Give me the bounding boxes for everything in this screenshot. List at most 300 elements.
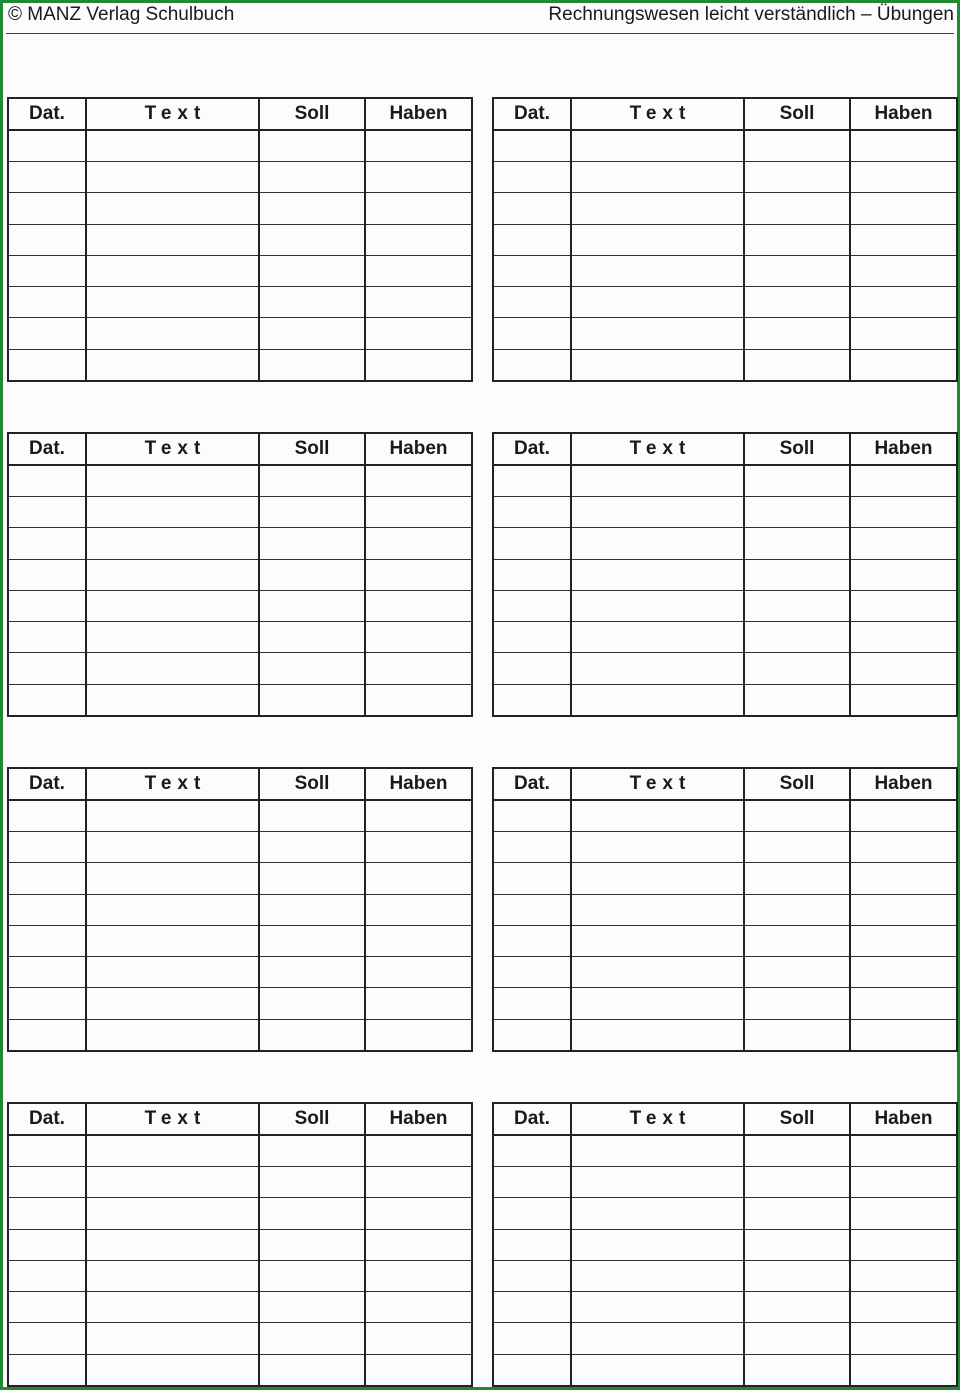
entry-cell-credit[interactable] [850, 863, 957, 894]
entry-cell-text[interactable] [86, 988, 259, 1019]
entry-cell-debit[interactable] [259, 1198, 365, 1229]
table-row [493, 957, 957, 988]
entry-cell-debit[interactable] [259, 318, 365, 349]
entry-cell-text[interactable] [571, 1260, 744, 1291]
column-header-credit: Haben [850, 98, 957, 130]
entry-cell-debit[interactable] [259, 465, 365, 497]
entry-cell-date[interactable] [8, 863, 86, 894]
entry-cell-credit[interactable] [365, 800, 472, 832]
entry-cell-date[interactable] [8, 653, 86, 684]
entry-cell-text[interactable] [86, 318, 259, 349]
entry-cell-text[interactable] [86, 1229, 259, 1260]
entry-cell-date[interactable] [8, 1354, 86, 1386]
entry-cell-debit[interactable] [744, 193, 850, 224]
table-row [493, 1354, 957, 1386]
entry-cell-debit[interactable] [744, 1354, 850, 1386]
entry-cell-credit[interactable] [850, 1135, 957, 1167]
entry-cell-debit[interactable] [259, 622, 365, 653]
column-header-date: Dat. [8, 433, 86, 465]
table-row [8, 1167, 472, 1198]
entry-cell-text[interactable] [571, 894, 744, 925]
entry-cell-date[interactable] [493, 1260, 571, 1291]
entry-cell-date[interactable] [8, 318, 86, 349]
table-row [493, 497, 957, 528]
entry-cell-credit[interactable] [365, 988, 472, 1019]
entry-cell-debit[interactable] [259, 193, 365, 224]
entry-cell-date[interactable] [493, 193, 571, 224]
entry-cell-debit[interactable] [259, 559, 365, 590]
entry-cell-date[interactable] [493, 653, 571, 684]
entry-cell-credit[interactable] [850, 497, 957, 528]
entry-cell-date[interactable] [8, 497, 86, 528]
entry-cell-debit[interactable] [744, 528, 850, 559]
entry-cell-text[interactable] [86, 130, 259, 162]
entry-cell-credit[interactable] [365, 1019, 472, 1051]
entry-cell-credit[interactable] [850, 684, 957, 716]
ledger-table [7, 432, 471, 717]
entry-cell-text[interactable] [86, 800, 259, 832]
entry-cell-debit[interactable] [744, 1260, 850, 1291]
entry-cell-debit[interactable] [259, 832, 365, 863]
entry-cell-date[interactable] [8, 465, 86, 497]
entry-cell-text[interactable] [86, 1260, 259, 1291]
entry-cell-credit[interactable] [365, 318, 472, 349]
entry-cell-debit[interactable] [744, 255, 850, 286]
entry-cell-text[interactable] [571, 800, 744, 832]
entry-cell-debit[interactable] [259, 925, 365, 956]
entry-cell-debit[interactable] [259, 653, 365, 684]
entry-cell-text[interactable] [86, 1135, 259, 1167]
entry-cell-date[interactable] [493, 684, 571, 716]
entry-cell-credit[interactable] [365, 130, 472, 162]
entry-cell-credit[interactable] [365, 1135, 472, 1167]
column-header-credit: Haben [365, 433, 472, 465]
entry-cell-text[interactable] [571, 590, 744, 621]
entry-cell-credit[interactable] [850, 925, 957, 956]
entry-cell-text[interactable] [86, 255, 259, 286]
entry-cell-credit[interactable] [850, 318, 957, 349]
table-row [8, 497, 472, 528]
entry-cell-text[interactable] [571, 1198, 744, 1229]
entry-cell-text[interactable] [571, 863, 744, 894]
entry-cell-debit[interactable] [744, 162, 850, 193]
entry-cell-text[interactable] [86, 1167, 259, 1198]
entry-cell-text[interactable] [86, 162, 259, 193]
entry-cell-debit[interactable] [744, 590, 850, 621]
entry-cell-debit[interactable] [259, 528, 365, 559]
entry-cell-credit[interactable] [850, 1198, 957, 1229]
table-row [493, 800, 957, 832]
entry-cell-text[interactable] [571, 559, 744, 590]
entry-cell-date[interactable] [8, 832, 86, 863]
entry-cell-debit[interactable] [259, 224, 365, 255]
entry-cell-date[interactable] [8, 590, 86, 621]
table-row [8, 162, 472, 193]
entry-cell-credit[interactable] [850, 465, 957, 497]
entry-cell-date[interactable] [493, 497, 571, 528]
entry-cell-text[interactable] [86, 863, 259, 894]
entry-cell-text[interactable] [571, 1354, 744, 1386]
entry-cell-date[interactable] [8, 224, 86, 255]
entry-cell-debit[interactable] [259, 287, 365, 318]
book-title: Rechnungswesen leicht verständlich – Übungen [548, 4, 954, 25]
entry-cell-text[interactable] [86, 622, 259, 653]
entry-cell-credit[interactable] [850, 1167, 957, 1198]
entry-cell-debit[interactable] [259, 162, 365, 193]
entry-cell-text[interactable] [86, 1323, 259, 1354]
table-row [8, 1198, 472, 1229]
entry-cell-credit[interactable] [850, 287, 957, 318]
entry-cell-date[interactable] [8, 1292, 86, 1323]
entry-cell-text[interactable] [571, 1229, 744, 1260]
entry-cell-text[interactable] [86, 653, 259, 684]
entry-cell-debit[interactable] [744, 863, 850, 894]
entry-cell-debit[interactable] [259, 1323, 365, 1354]
entry-cell-debit[interactable] [744, 988, 850, 1019]
ledger-grid-table [492, 97, 958, 382]
table-row [493, 255, 957, 286]
entry-cell-date[interactable] [493, 349, 571, 381]
entry-cell-credit[interactable] [850, 193, 957, 224]
table-row [8, 349, 472, 381]
entry-cell-text[interactable] [86, 528, 259, 559]
entry-cell-credit[interactable] [365, 925, 472, 956]
table-row [493, 318, 957, 349]
table-row [8, 255, 472, 286]
entry-cell-debit[interactable] [259, 988, 365, 1019]
table-row [493, 1229, 957, 1260]
entry-cell-debit[interactable] [744, 1323, 850, 1354]
entry-cell-text[interactable] [571, 957, 744, 988]
entry-cell-debit[interactable] [744, 1229, 850, 1260]
entry-cell-credit[interactable] [365, 1260, 472, 1291]
entry-cell-debit[interactable] [744, 559, 850, 590]
entry-cell-date[interactable] [8, 1323, 86, 1354]
entry-cell-date[interactable] [493, 988, 571, 1019]
ledger-table [492, 432, 956, 717]
entry-cell-date[interactable] [8, 1019, 86, 1051]
entry-cell-date[interactable] [493, 1292, 571, 1323]
entry-cell-debit[interactable] [744, 1292, 850, 1323]
entry-cell-debit[interactable] [744, 832, 850, 863]
ledger-header-row [8, 98, 472, 130]
entry-cell-credit[interactable] [850, 224, 957, 255]
entry-cell-debit[interactable] [744, 1019, 850, 1051]
entry-cell-debit[interactable] [259, 894, 365, 925]
entry-cell-debit[interactable] [259, 1019, 365, 1051]
entry-cell-text[interactable] [571, 193, 744, 224]
entry-cell-credit[interactable] [365, 1167, 472, 1198]
entry-cell-debit[interactable] [259, 497, 365, 528]
entry-cell-date[interactable] [493, 863, 571, 894]
entry-cell-credit[interactable] [850, 988, 957, 1019]
entry-cell-date[interactable] [8, 800, 86, 832]
entry-cell-date[interactable] [8, 894, 86, 925]
entry-cell-date[interactable] [493, 1019, 571, 1051]
entry-cell-text[interactable] [571, 684, 744, 716]
entry-cell-text[interactable] [571, 130, 744, 162]
entry-cell-debit[interactable] [259, 1229, 365, 1260]
entry-cell-text[interactable] [571, 1135, 744, 1167]
entry-cell-credit[interactable] [850, 800, 957, 832]
entry-cell-credit[interactable] [365, 497, 472, 528]
entry-cell-credit[interactable] [365, 1354, 472, 1386]
entry-cell-debit[interactable] [259, 255, 365, 286]
entry-cell-debit[interactable] [744, 894, 850, 925]
entry-cell-credit[interactable] [365, 590, 472, 621]
entry-cell-debit[interactable] [744, 318, 850, 349]
entry-cell-credit[interactable] [365, 255, 472, 286]
entry-cell-date[interactable] [493, 318, 571, 349]
entry-cell-text[interactable] [571, 349, 744, 381]
entry-cell-debit[interactable] [744, 465, 850, 497]
entry-cell-date[interactable] [493, 832, 571, 863]
table-row [493, 1167, 957, 1198]
entry-cell-credit[interactable] [850, 255, 957, 286]
entry-cell-text[interactable] [571, 162, 744, 193]
entry-cell-credit[interactable] [365, 162, 472, 193]
entry-cell-debit[interactable] [744, 622, 850, 653]
entry-cell-date[interactable] [8, 1135, 86, 1167]
entry-cell-debit[interactable] [744, 224, 850, 255]
entry-cell-text[interactable] [86, 1019, 259, 1051]
entry-cell-text[interactable] [86, 684, 259, 716]
entry-cell-date[interactable] [493, 559, 571, 590]
entry-cell-credit[interactable] [365, 1323, 472, 1354]
entry-cell-credit[interactable] [850, 559, 957, 590]
entry-cell-date[interactable] [8, 193, 86, 224]
entry-cell-text[interactable] [86, 1198, 259, 1229]
entry-cell-debit[interactable] [744, 684, 850, 716]
entry-cell-debit[interactable] [259, 1354, 365, 1386]
table-row [8, 684, 472, 716]
entry-cell-text[interactable] [571, 287, 744, 318]
entry-cell-credit[interactable] [365, 224, 472, 255]
entry-cell-date[interactable] [493, 925, 571, 956]
entry-cell-date[interactable] [8, 1260, 86, 1291]
entry-cell-credit[interactable] [850, 832, 957, 863]
entry-cell-credit[interactable] [365, 528, 472, 559]
column-header-debit: Soll [259, 98, 365, 130]
entry-cell-debit[interactable] [259, 1292, 365, 1323]
entry-cell-text[interactable] [86, 925, 259, 956]
entry-cell-date[interactable] [493, 894, 571, 925]
entry-cell-text[interactable] [571, 1292, 744, 1323]
entry-cell-credit[interactable] [850, 1323, 957, 1354]
entry-cell-debit[interactable] [744, 925, 850, 956]
entry-cell-text[interactable] [571, 653, 744, 684]
entry-cell-credit[interactable] [365, 1292, 472, 1323]
entry-cell-debit[interactable] [744, 1198, 850, 1229]
entry-cell-debit[interactable] [259, 1260, 365, 1291]
entry-cell-credit[interactable] [365, 465, 472, 497]
entry-cell-credit[interactable] [365, 193, 472, 224]
entry-cell-text[interactable] [571, 1167, 744, 1198]
entry-cell-text[interactable] [571, 318, 744, 349]
entry-cell-text[interactable] [86, 224, 259, 255]
column-header-date: Dat. [8, 1103, 86, 1135]
entry-cell-credit[interactable] [850, 1260, 957, 1291]
entry-cell-text[interactable] [571, 622, 744, 653]
entry-cell-text[interactable] [86, 349, 259, 381]
entry-cell-text[interactable] [571, 255, 744, 286]
entry-cell-date[interactable] [493, 465, 571, 497]
entry-cell-debit[interactable] [259, 957, 365, 988]
entry-cell-text[interactable] [86, 894, 259, 925]
entry-cell-debit[interactable] [259, 1167, 365, 1198]
entry-cell-credit[interactable] [365, 1229, 472, 1260]
entry-cell-debit[interactable] [744, 287, 850, 318]
entry-cell-text[interactable] [571, 497, 744, 528]
entry-cell-date[interactable] [493, 255, 571, 286]
entry-cell-credit[interactable] [365, 894, 472, 925]
entry-cell-text[interactable] [86, 559, 259, 590]
entry-cell-date[interactable] [493, 528, 571, 559]
column-header-credit: Haben [850, 1103, 957, 1135]
entry-cell-text[interactable] [571, 528, 744, 559]
entry-cell-debit[interactable] [744, 497, 850, 528]
entry-cell-date[interactable] [493, 800, 571, 832]
entry-cell-date[interactable] [493, 1135, 571, 1167]
entry-cell-date[interactable] [8, 255, 86, 286]
entry-cell-credit[interactable] [365, 653, 472, 684]
column-header-credit: Haben [850, 768, 957, 800]
entry-cell-text[interactable] [571, 988, 744, 1019]
table-row [493, 1292, 957, 1323]
entry-cell-date[interactable] [8, 925, 86, 956]
entry-cell-date[interactable] [493, 224, 571, 255]
entry-cell-text[interactable] [571, 832, 744, 863]
entry-cell-text[interactable] [571, 1019, 744, 1051]
entry-cell-date[interactable] [8, 684, 86, 716]
entry-cell-debit[interactable] [744, 800, 850, 832]
entry-cell-debit[interactable] [259, 684, 365, 716]
entry-cell-text[interactable] [86, 287, 259, 318]
entry-cell-date[interactable] [493, 287, 571, 318]
entry-cell-debit[interactable] [744, 653, 850, 684]
entry-cell-date[interactable] [493, 1354, 571, 1386]
column-header-debit: Soll [259, 1103, 365, 1135]
entry-cell-date[interactable] [493, 1167, 571, 1198]
entry-cell-debit[interactable] [744, 130, 850, 162]
entry-cell-date[interactable] [8, 1167, 86, 1198]
entry-cell-debit[interactable] [259, 590, 365, 621]
entry-cell-credit[interactable] [850, 528, 957, 559]
entry-cell-text[interactable] [86, 1354, 259, 1386]
entry-cell-text[interactable] [86, 465, 259, 497]
entry-cell-date[interactable] [493, 590, 571, 621]
ledger-header-row [493, 768, 957, 800]
entry-cell-credit[interactable] [365, 349, 472, 381]
entry-cell-date[interactable] [493, 1229, 571, 1260]
entry-cell-text[interactable] [86, 497, 259, 528]
ledger-table [7, 1102, 471, 1387]
entry-cell-credit[interactable] [850, 957, 957, 988]
table-row [8, 800, 472, 832]
column-header-date: Dat. [493, 98, 571, 130]
entry-cell-debit[interactable] [259, 130, 365, 162]
entry-cell-text[interactable] [86, 1292, 259, 1323]
entry-cell-credit[interactable] [365, 1198, 472, 1229]
entry-cell-credit[interactable] [365, 559, 472, 590]
table-row [8, 130, 472, 162]
entry-cell-debit[interactable] [259, 1135, 365, 1167]
entry-cell-debit[interactable] [259, 863, 365, 894]
entry-cell-text[interactable] [571, 1323, 744, 1354]
entry-cell-credit[interactable] [850, 1019, 957, 1051]
column-header-text: Text [86, 433, 259, 465]
entry-cell-text[interactable] [86, 193, 259, 224]
entry-cell-text[interactable] [571, 465, 744, 497]
table-row [493, 653, 957, 684]
entry-cell-date[interactable] [8, 162, 86, 193]
entry-cell-credit[interactable] [850, 1229, 957, 1260]
entry-cell-debit[interactable] [259, 349, 365, 381]
entry-cell-credit[interactable] [365, 832, 472, 863]
entry-cell-date[interactable] [8, 622, 86, 653]
entry-cell-credit[interactable] [850, 1292, 957, 1323]
entry-cell-credit[interactable] [365, 622, 472, 653]
table-row [493, 1198, 957, 1229]
ledger-header-row [8, 433, 472, 465]
entry-cell-date[interactable] [493, 622, 571, 653]
ledger-table [7, 97, 471, 382]
table-row [8, 318, 472, 349]
column-header-text: Text [86, 98, 259, 130]
entry-cell-date[interactable] [493, 1198, 571, 1229]
entry-cell-credit[interactable] [850, 349, 957, 381]
entry-cell-credit[interactable] [850, 1354, 957, 1386]
entry-cell-debit[interactable] [744, 349, 850, 381]
entry-cell-date[interactable] [493, 130, 571, 162]
entry-cell-credit[interactable] [850, 130, 957, 162]
entry-cell-debit[interactable] [259, 800, 365, 832]
entry-cell-date[interactable] [8, 988, 86, 1019]
entry-cell-credit[interactable] [365, 287, 472, 318]
entry-cell-text[interactable] [571, 224, 744, 255]
entry-cell-credit[interactable] [365, 957, 472, 988]
entry-cell-date[interactable] [8, 130, 86, 162]
entry-cell-credit[interactable] [850, 622, 957, 653]
entry-cell-date[interactable] [8, 287, 86, 318]
table-row [8, 925, 472, 956]
entry-cell-debit[interactable] [744, 1135, 850, 1167]
entry-cell-date[interactable] [493, 1323, 571, 1354]
entry-cell-date[interactable] [493, 957, 571, 988]
entry-cell-credit[interactable] [365, 684, 472, 716]
entry-cell-date[interactable] [8, 957, 86, 988]
entry-cell-date[interactable] [8, 1229, 86, 1260]
table-row [8, 988, 472, 1019]
entry-cell-date[interactable] [8, 559, 86, 590]
entry-cell-text[interactable] [86, 957, 259, 988]
entry-cell-text[interactable] [86, 590, 259, 621]
entry-cell-text[interactable] [86, 832, 259, 863]
entry-cell-debit[interactable] [744, 1167, 850, 1198]
entry-cell-date[interactable] [8, 349, 86, 381]
entry-cell-credit[interactable] [850, 894, 957, 925]
entry-cell-credit[interactable] [365, 863, 472, 894]
entry-cell-credit[interactable] [850, 162, 957, 193]
entry-cell-credit[interactable] [850, 653, 957, 684]
entry-cell-debit[interactable] [744, 957, 850, 988]
entry-cell-text[interactable] [571, 925, 744, 956]
entry-cell-date[interactable] [8, 1198, 86, 1229]
entry-cell-date[interactable] [8, 528, 86, 559]
table-row [493, 349, 957, 381]
entry-cell-date[interactable] [493, 162, 571, 193]
entry-cell-credit[interactable] [850, 590, 957, 621]
